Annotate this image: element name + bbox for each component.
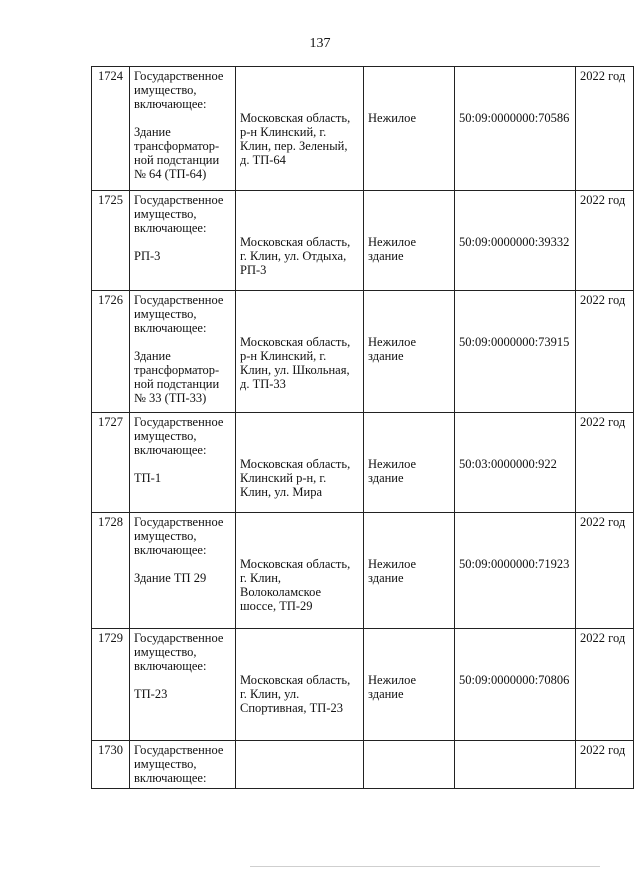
year-value: 2022 год bbox=[580, 69, 626, 83]
type-cell bbox=[364, 513, 455, 629]
year-cell bbox=[576, 513, 634, 629]
cadastral-number: 50:09:0000000:39332 bbox=[459, 235, 570, 249]
cadastral-number: 50:09:0000000:73915 bbox=[459, 335, 570, 349]
address-cell bbox=[236, 191, 364, 291]
group-header: Государственное имущество, включающее: bbox=[134, 293, 224, 335]
table-row bbox=[92, 67, 634, 191]
year-cell bbox=[576, 629, 634, 741]
type-cell bbox=[364, 191, 455, 291]
object-name-cell bbox=[130, 291, 236, 413]
row-number: 1726 bbox=[92, 291, 130, 413]
object-name: РП-3 bbox=[134, 249, 161, 263]
year-cell bbox=[576, 67, 634, 191]
year-cell bbox=[576, 413, 634, 513]
group-header: Государственное имущество, включающее: bbox=[134, 743, 224, 785]
cadastral-number: 50:09:0000000:70586 bbox=[459, 111, 570, 125]
table-row bbox=[92, 741, 634, 789]
cadastral-cell bbox=[455, 629, 576, 741]
table-body bbox=[92, 67, 634, 789]
address-cell bbox=[236, 513, 364, 629]
object-type: Нежилое bbox=[368, 111, 417, 125]
object-name: Здание трансформатор-ной подстанции № 64 (ТП-64) bbox=[134, 125, 220, 181]
group-header: Государственное имущество, включающее: bbox=[134, 415, 224, 457]
address-cell bbox=[236, 629, 364, 741]
row-number: 1724 bbox=[92, 67, 130, 191]
year-value: 2022 год bbox=[580, 193, 626, 207]
object-address: Московская область, Клинский р-н, г. Клин, ул. Мира bbox=[240, 457, 351, 499]
year-cell bbox=[576, 291, 634, 413]
group-header: Государственное имущество, включающее: bbox=[134, 515, 224, 557]
address-cell bbox=[236, 741, 364, 789]
object-name-cell bbox=[130, 191, 236, 291]
object-name-cell bbox=[130, 513, 236, 629]
page-number: 137 bbox=[309, 36, 331, 51]
cadastral-cell bbox=[455, 741, 576, 789]
type-cell bbox=[364, 291, 455, 413]
object-name: Здание ТП 29 bbox=[134, 571, 207, 585]
cadastral-cell bbox=[455, 413, 576, 513]
object-type: Нежилое здание bbox=[368, 673, 417, 701]
row-number: 1725 bbox=[92, 191, 130, 291]
object-address: Московская область, р-н Клинский, г. Клин, ул. Школьная, д. ТП-33 bbox=[240, 335, 351, 391]
cadastral-cell bbox=[455, 67, 576, 191]
object-type: Нежилое здание bbox=[368, 557, 417, 585]
property-registry-table bbox=[91, 66, 634, 789]
table-row bbox=[92, 413, 634, 513]
row-number: 1727 bbox=[92, 413, 130, 513]
object-name-cell bbox=[130, 741, 236, 789]
object-type: Нежилое здание bbox=[368, 335, 417, 363]
table-row bbox=[92, 629, 634, 741]
row-number: 1730 bbox=[92, 741, 130, 789]
group-header: Государственное имущество, включающее: bbox=[134, 69, 224, 111]
object-address: Московская область, г. Клин, ул. Отдыха, РП-3 bbox=[240, 235, 351, 277]
address-cell bbox=[236, 67, 364, 191]
object-type: Нежилое здание bbox=[368, 235, 417, 263]
object-name-cell bbox=[130, 413, 236, 513]
table-row bbox=[92, 291, 634, 413]
type-cell bbox=[364, 741, 455, 789]
cadastral-number: 50:03:0000000:922 bbox=[459, 457, 557, 471]
address-cell bbox=[236, 413, 364, 513]
year-cell bbox=[576, 191, 634, 291]
cadastral-cell bbox=[455, 191, 576, 291]
year-value: 2022 год bbox=[580, 293, 626, 307]
object-type: Нежилое здание bbox=[368, 457, 417, 485]
year-cell bbox=[576, 741, 634, 789]
object-name: ТП-23 bbox=[134, 687, 168, 701]
scan-edge-line bbox=[250, 866, 600, 867]
cadastral-cell bbox=[455, 291, 576, 413]
year-value: 2022 год bbox=[580, 415, 626, 429]
object-name-cell bbox=[130, 629, 236, 741]
cadastral-cell bbox=[455, 513, 576, 629]
row-number: 1728 bbox=[92, 513, 130, 629]
object-address: Московская область, р-н Клинский, г. Клин, пер. Зеленый, д. ТП-64 bbox=[240, 111, 351, 167]
table-row bbox=[92, 513, 634, 629]
year-value: 2022 год bbox=[580, 515, 626, 529]
group-header: Государственное имущество, включающее: bbox=[134, 631, 224, 673]
table-row bbox=[92, 191, 634, 291]
object-address: Московская область, г. Клин, Волоколамское шоссе, ТП-29 bbox=[240, 557, 351, 613]
cadastral-number: 50:09:0000000:70806 bbox=[459, 673, 570, 687]
object-address: Московская область, г. Клин, ул. Спортивная, ТП-23 bbox=[240, 673, 351, 715]
row-number: 1729 bbox=[92, 629, 130, 741]
type-cell bbox=[364, 413, 455, 513]
object-name: Здание трансформатор-ной подстанции № 33 (ТП-33) bbox=[134, 349, 220, 405]
object-name-cell bbox=[130, 67, 236, 191]
type-cell bbox=[364, 67, 455, 191]
address-cell bbox=[236, 291, 364, 413]
year-value: 2022 год bbox=[580, 631, 626, 645]
type-cell bbox=[364, 629, 455, 741]
cadastral-number: 50:09:0000000:71923 bbox=[459, 557, 570, 571]
group-header: Государственное имущество, включающее: bbox=[134, 193, 224, 235]
object-name: ТП-1 bbox=[134, 471, 162, 485]
year-value: 2022 год bbox=[580, 743, 626, 757]
